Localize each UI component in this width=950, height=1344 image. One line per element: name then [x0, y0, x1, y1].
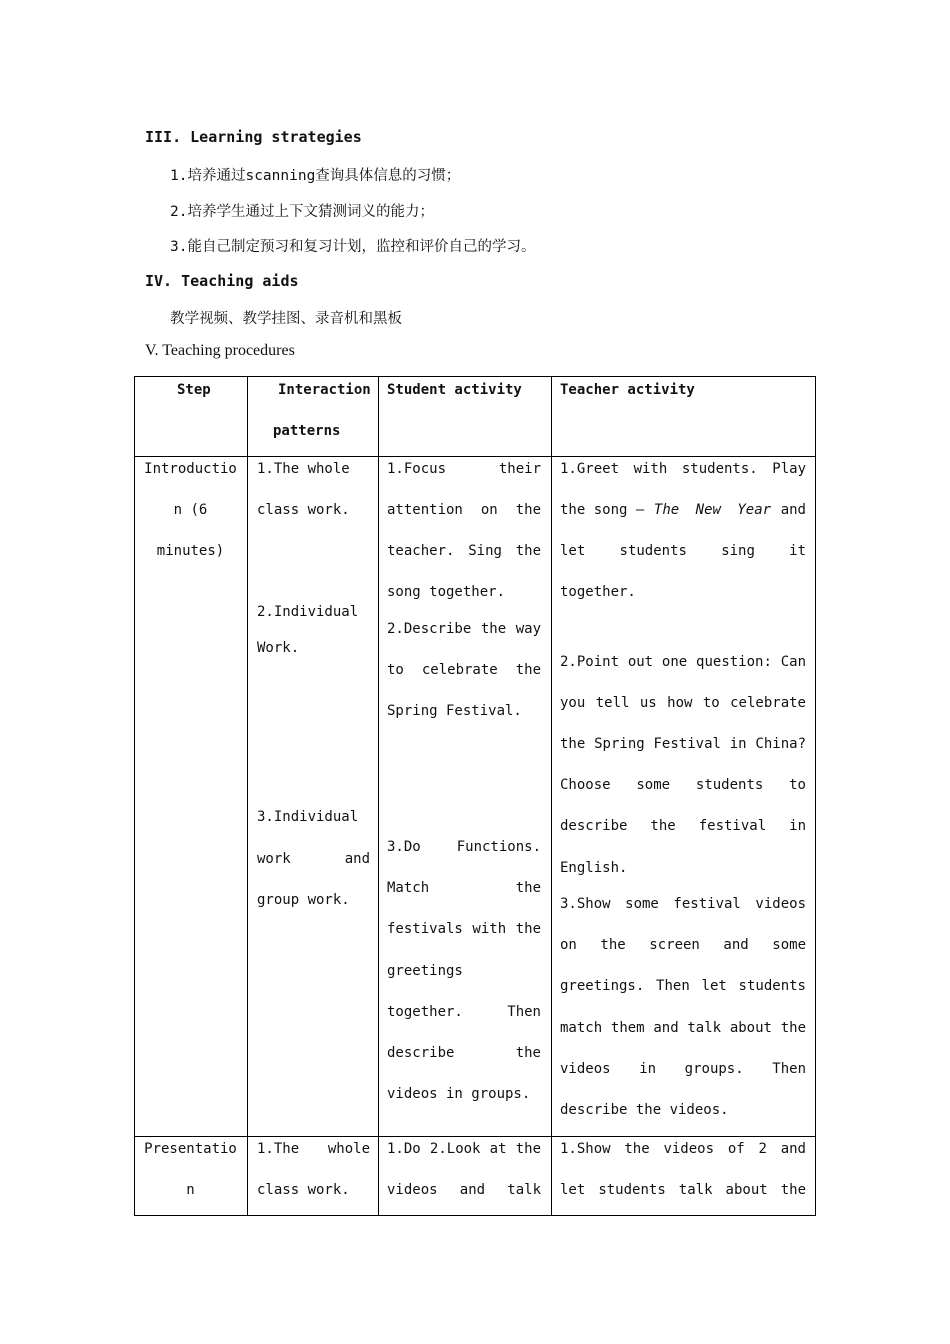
interaction-text: class work.: [257, 1182, 350, 1198]
step-introduction: minutes): [156, 543, 225, 559]
step-introduction: Introductio: [144, 461, 237, 477]
header-teacher-activity: Teacher activity: [560, 382, 695, 398]
section-heading-teaching-aids: IV. Teaching aids: [145, 272, 299, 290]
header-interaction-line2: patterns: [273, 423, 341, 439]
student-activity-text: Spring Festival.: [387, 703, 522, 719]
teacher-activity-text: English.: [560, 860, 628, 876]
teacher-activity-text: the Spring Festival in China?: [560, 736, 806, 752]
interaction-text: group work.: [257, 892, 350, 908]
interaction-text: 1.The whole: [257, 1141, 370, 1157]
song-title: The New Year: [653, 502, 772, 518]
student-activity-text: festivals with the: [387, 921, 541, 937]
interaction-text: 1.The whole: [257, 461, 350, 477]
header-student-activity: Student activity: [387, 382, 522, 398]
step-presentation: Presentatio: [144, 1141, 237, 1157]
student-activity-text: videos and talk: [387, 1182, 541, 1198]
teacher-activity-text: greetings. Then let students: [560, 978, 806, 994]
strategy-item: 3.能自己制定预习和复习计划，监控和评价自己的学习。: [170, 239, 536, 255]
table-border-right: [815, 376, 816, 1216]
student-activity-text: videos in groups.: [387, 1086, 531, 1102]
table-column-divider: [378, 376, 379, 1216]
table-column-divider: [551, 376, 552, 1216]
teaching-aids-text: 教学视频、教学挂图、录音机和黑板: [170, 311, 402, 327]
student-activity-text: attention on the: [387, 502, 541, 518]
teacher-activity-text: videos in groups. Then: [560, 1061, 806, 1077]
strategy-item: 2.培养学生通过上下文猜测词义的能力；: [170, 204, 434, 220]
interaction-text: class work.: [257, 502, 350, 518]
student-activity-text: 1.Focus their: [387, 461, 541, 477]
teacher-activity-text: you tell us how to celebrate: [560, 695, 806, 711]
teacher-activity-text: 1.Show the videos of 2 and: [560, 1141, 806, 1157]
teacher-activity-text: 2.Point out one question: Can: [560, 654, 806, 670]
student-activity-text: together. Then: [387, 1004, 541, 1020]
student-activity-text: describe the: [387, 1045, 541, 1061]
table-border-bottom: [134, 1215, 816, 1216]
teacher-activity-text: match them and talk about the: [560, 1020, 806, 1036]
teacher-activity-text: 3.Show some festival videos: [560, 896, 806, 912]
header-step: Step: [177, 382, 211, 398]
student-activity-text: 3.Do Functions.: [387, 839, 541, 855]
teacher-activity-text: describe the videos.: [560, 1102, 729, 1118]
teacher-activity-text: Choose some students to: [560, 777, 806, 793]
strategy-item: 1.培养通过scanning查询具体信息的习惯；: [170, 168, 461, 184]
header-interaction-line1: Interaction: [278, 382, 371, 398]
teacher-activity-text: on the screen and some: [560, 937, 806, 953]
step-presentation: n: [186, 1182, 195, 1198]
student-activity-text: to celebrate the: [387, 662, 541, 678]
student-activity-text: Match the: [387, 880, 541, 896]
teacher-activity-text: describe the festival in: [560, 818, 806, 834]
table-border-left: [134, 376, 135, 1216]
student-activity-text: greetings: [387, 963, 463, 979]
song-and-text: and: [780, 502, 806, 518]
interaction-text: Work.: [257, 640, 300, 656]
interaction-text: work and: [257, 851, 370, 867]
interaction-text: 2.Individual: [257, 604, 359, 620]
procedures-table: [134, 376, 816, 1216]
student-activity-text: 1.Do 2.Look at the: [387, 1141, 541, 1157]
student-activity-text: song together.: [387, 584, 506, 600]
teacher-activity-text: let students sing it: [560, 543, 806, 559]
step-introduction: n (6: [173, 502, 208, 518]
teacher-activity-song-line: [560, 490, 806, 531]
student-activity-text: 2.Describe the way: [387, 621, 541, 637]
section-heading-teaching-procedures: V. Teaching procedures: [145, 342, 295, 359]
table-column-divider: [247, 376, 248, 1216]
student-activity-text: teacher. Sing the: [387, 543, 541, 559]
interaction-text: 3.Individual: [257, 809, 359, 825]
song-intro-text: the song —: [560, 502, 645, 518]
section-heading-learning-strategies: III. Learning strategies: [145, 128, 362, 146]
teacher-activity-text: 1.Greet with students. Play: [560, 461, 806, 477]
teacher-activity-text: let students talk about the: [560, 1182, 806, 1198]
teacher-activity-text: together.: [560, 584, 636, 600]
